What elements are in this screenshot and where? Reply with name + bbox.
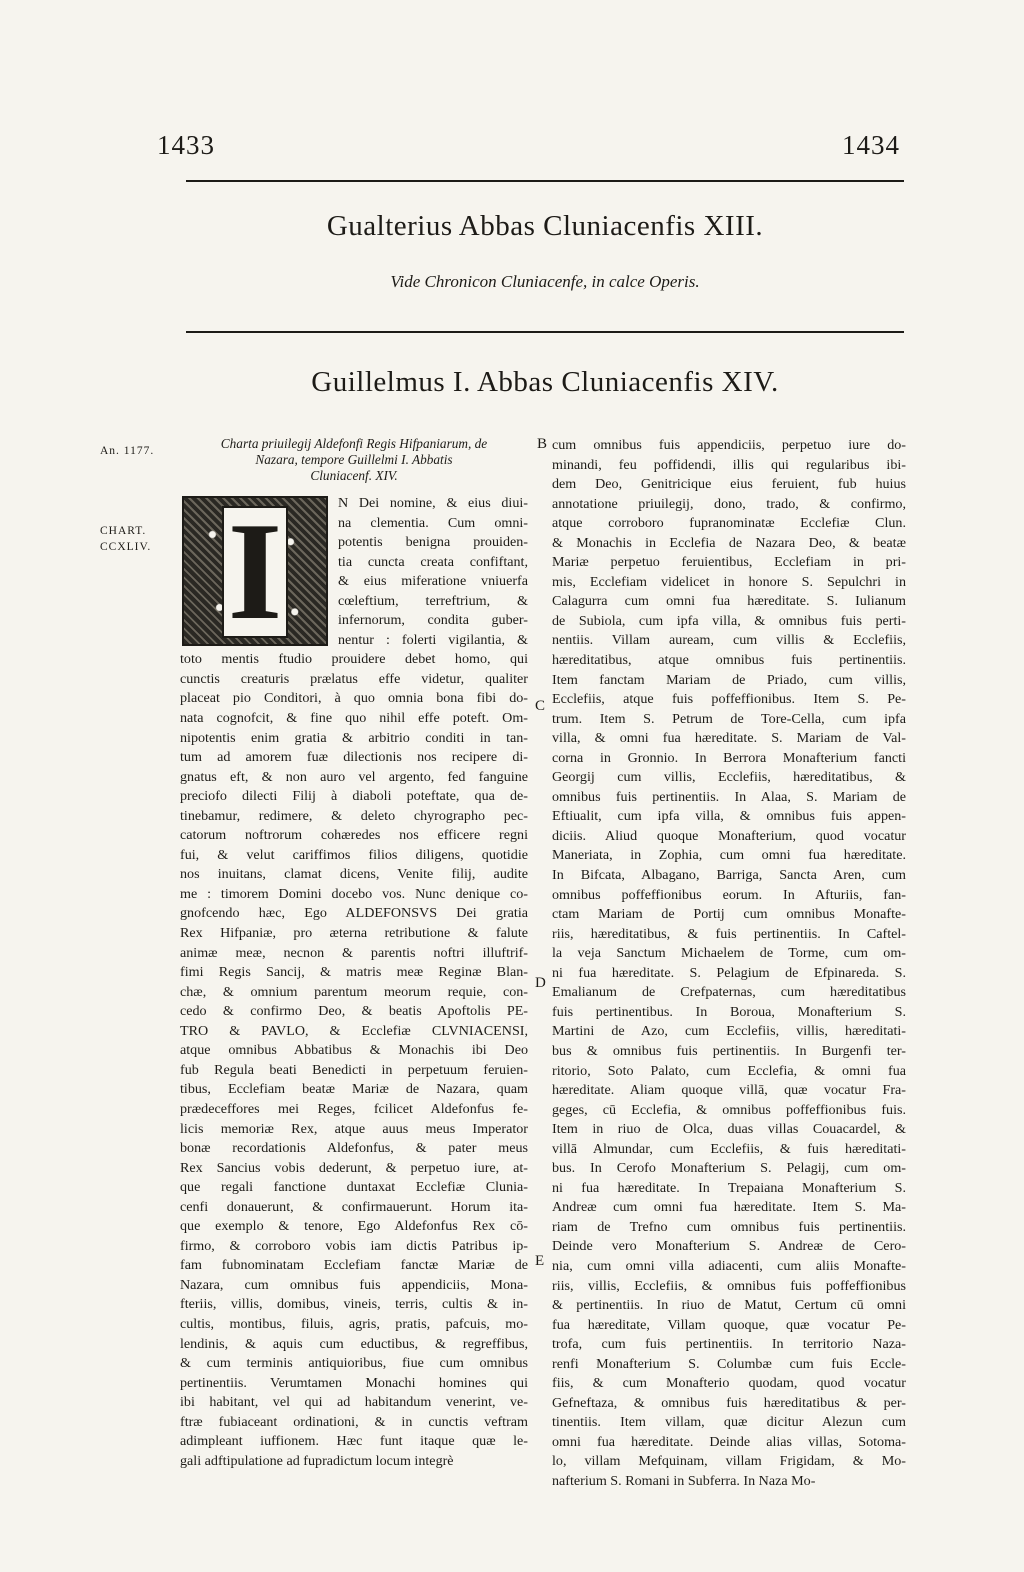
- text-line: tinentiis. Item villam, quæ dicitur Alezun cum: [552, 1414, 906, 1431]
- text-line: que regali fanctione duntaxat Ecclefiæ Clunia-: [180, 1179, 528, 1196]
- text-line: ftræ fubiaceant ordinationi, & in cunctis veftram: [180, 1413, 528, 1430]
- text-line: tia cuncta creata confiftant,: [338, 553, 528, 570]
- text-line: fimi Regis Sancij, & matris meæ Reginæ Blan-: [180, 964, 528, 981]
- text-line: atque corroboro fupranominatæ Ecclefiæ Clun.: [552, 515, 906, 532]
- section-letter-b: B: [537, 436, 548, 452]
- text-line: fub Regula beati Benedicti in perpetuum feruien-: [180, 1061, 528, 1078]
- text-line: omnibus fuis pertinentiis. In Alaa, S. Mariam de: [552, 788, 906, 805]
- dropcap-letter: I: [222, 506, 288, 638]
- text-line: placeat pio Conditori, à quo omnia bona fibi do-: [180, 690, 528, 707]
- text-line: nos inuitans, clamat dicens, Venite filij, audite: [180, 866, 528, 883]
- text-line: de Subiola, cum ipfa villa, & omnibus fuis perti-: [552, 612, 906, 629]
- text-line: Emalianum de Crefpaternas, cum hæreditatibus: [552, 984, 906, 1001]
- margin-note-chart-number: CCXLIV.: [100, 541, 152, 553]
- text-line: firmo, & corroboro vobis iam dictis Patribus ip-: [180, 1237, 528, 1254]
- text-line: mis, Ecclefiam videlicet in honore S. Sepulchri in: [552, 573, 906, 590]
- text-line: me : timorem Domini docebo vos. Nunc denique co-: [180, 885, 528, 902]
- text-line: Rex Sancius vobis dederunt, & perpetuo iure, at-: [180, 1159, 528, 1176]
- text-line: nentur : folerti vigilantia, &: [338, 631, 528, 648]
- text-line: infernorum, condita guber-: [338, 612, 528, 629]
- text-line: bonæ recordationis Aldefonfus, & pater meus: [180, 1140, 528, 1157]
- text-line: chæ, & omnium parentum meorum requie, con-: [180, 983, 528, 1000]
- text-line: N Dei nomine, & eius diui-: [338, 495, 528, 511]
- charter-title-line: Charta priuilegij Aldefonfi Regis Hifpaniarum, de: [220, 436, 488, 451]
- text-line: preciofo dilecti Filij à diaboli poteftate, qua de-: [180, 788, 528, 805]
- text-line: catorum noftrorum cohæredes nos efficere regni: [180, 827, 528, 844]
- text-line: fua hæreditate, Villam quoque, quæ vocatur Pe-: [552, 1316, 906, 1333]
- text-line: villā Almundar, cum Ecclefiis, & fuis hæreditati-: [552, 1140, 906, 1157]
- text-line: & Monachis in Ecclefia de Nazara Deo, & beatæ: [552, 534, 906, 551]
- text-line: trum. Item S. Petrum de Tore-Cella, cum ipfa: [552, 710, 906, 727]
- section-heading-guillelmus: Guillelmus I. Abbas Cluniacenfis XIV.: [311, 366, 779, 398]
- text-line: hæreditate. Aliam quoque villā, quæ vocatur Fra-: [552, 1082, 906, 1099]
- charter-title-line: Cluniacenf. XIV.: [310, 468, 398, 483]
- text-line: pertinentiis. Verumtamen Monachi homines qui: [180, 1374, 528, 1391]
- text-line: ctam Mariam de Portij cum omnibus Monafte-: [552, 906, 906, 923]
- text-line: Georgij cum villis, Ecclefiis, hæreditatibus, &: [552, 769, 906, 786]
- text-line: gali adftipulatione ad fupradictum locum integrè: [180, 1452, 454, 1469]
- text-line: hæreditatibus, atque omnibus fuis pertinentiis.: [552, 652, 906, 669]
- text-line: renfi Monafterium S. Columbæ cum fuis Eccle-: [552, 1355, 906, 1372]
- text-line: omnibus poffeffionibus eorum. In Afturiis, fan-: [552, 886, 906, 903]
- text-line: diciis. Aliud quoque Monafterium, quod vocatur: [552, 827, 906, 844]
- text-line: Item fanctam Mariam de Priado, cum villis,: [552, 671, 906, 688]
- right-column: [552, 436, 906, 1492]
- text-line: gnatus eft, & non auro vel argento, fed fanguine: [180, 768, 528, 785]
- text-line: fuis pertinentibus. In Boroua, Monafterium S.: [552, 1003, 906, 1020]
- text-line: riam de Trefno cum omnibus fuis pertinentiis.: [552, 1218, 906, 1235]
- section-letter-d: D: [535, 975, 546, 991]
- text-line: Nazara, cum omnibus fuis appendiciis, Mona-: [180, 1276, 528, 1293]
- text-line: Item in riuo de Olca, duas villas Couacardel, &: [552, 1121, 906, 1138]
- text-line: riis, villis, Ecclefiis, & omnibus fuis poffeffionibus: [552, 1277, 906, 1294]
- text-line: fteriis, villis, domibus, vineis, terris, cultis & in-: [180, 1296, 528, 1313]
- text-line: Eftiualit, cum ipfa villa, & omnibus fuis appen-: [552, 808, 906, 825]
- text-line: villa, & omni fua hæreditate. S. Mariam de Val-: [552, 730, 906, 747]
- text-line: Andreæ cum omni fua hæreditate. Item S. Ma-: [552, 1199, 906, 1216]
- text-line: cunctis creaturis prælatus effe videtur, qualiter: [180, 670, 528, 687]
- charter-title: [188, 436, 520, 484]
- text-line: tum ad amorem fuæ dilectionis nos recipere di-: [180, 749, 528, 766]
- text-line: annotatione priuilegij, dono, trado, & confirmo,: [552, 495, 906, 512]
- text-line: potentis benigna prouiden-: [338, 534, 528, 551]
- margin-note-chart-label: CHART.: [100, 525, 147, 537]
- text-line: ibi habitant, vel qui ad habitandum venerint, ve-: [180, 1394, 528, 1411]
- margin-note-year: An. 1177.: [100, 445, 155, 457]
- dropcap-ornament: [182, 496, 328, 646]
- text-line: TRO & PAVLO, & Ecclefiæ CLVNIACENSI,: [180, 1022, 528, 1039]
- text-line: ni fua hæreditate. In Trepaiana Monafterium S.: [552, 1179, 906, 1196]
- text-line: Gefneftaza, & omnibus fuis hæreditatibus & per-: [552, 1394, 906, 1411]
- text-line: nia, cum omni villa adiacenti, cum aliis Monafte-: [552, 1257, 906, 1274]
- text-line: riis, hæreditatibus, & fuis pertinentiis. In Caftel-: [552, 925, 906, 942]
- text-line: lo, villam Mefquinam, villam Frigidam, & Mo-: [552, 1453, 906, 1470]
- text-line: ni fua hæreditate. S. Pelagium de Efpinareda. S.: [552, 964, 906, 981]
- top-rule: [186, 180, 904, 182]
- text-line: adimpleant iuffionem. Hæc funt itaque quæ le-: [180, 1433, 528, 1450]
- text-line: nentiis. Villam auream, cum villis & Ecclefiis,: [552, 632, 906, 649]
- middle-rule: [186, 331, 904, 333]
- section-heading-gualterius: Gualterius Abbas Cluniacenfis XIII.: [326, 210, 764, 242]
- text-line: Rex Hifpaniæ, pro æterna retributione & falute: [180, 925, 528, 942]
- text-line: cenfi donauerunt, & confirmauerunt. Horum ita-: [180, 1198, 528, 1215]
- charter-title-line: Nazara, tempore Guillelmi I. Abbatis: [255, 452, 453, 467]
- text-line: animæ meæ, necnon & parentis noftri illuftrif-: [180, 944, 528, 961]
- text-line: fiis, & cum Monafterio quodam, quod vocatur: [552, 1375, 906, 1392]
- text-line: ritorio, Soto Palato, cum Ecclefia, & omni fua: [552, 1062, 906, 1079]
- text-line: bus & omnibus fuis pertinentiis. In Burgenfi ter-: [552, 1042, 906, 1059]
- section-letter-c: C: [535, 698, 546, 714]
- text-line: cedo & confirmo Deo, & beatis Apoftolis PE-: [180, 1003, 528, 1020]
- text-line: Mariæ perpetuo feruientibus, Ecclefiam in pri-: [552, 554, 906, 571]
- text-line: fam fubnominatam Ecclefiam fanctæ Mariæ de: [180, 1257, 528, 1274]
- text-line: omni fua hæreditate. Deinde alias villas, Sotoma-: [552, 1433, 906, 1450]
- section-subtitle: Vide Chronicon Cluniacenfe, in calce Operis.: [390, 272, 700, 291]
- text-line: Martini de Azo, cum Ecclefiis, villis, hæreditati-: [552, 1023, 906, 1040]
- text-line: Maneriata, in Zophia, cum omni fua hæreditate.: [552, 847, 906, 864]
- text-line: minandi, feu poffidendi, illis qui regularibus ibi-: [552, 456, 906, 473]
- right-column-text: [552, 436, 906, 1492]
- text-line: dem Deo, Genitricique eius feruient, fub huius: [552, 476, 906, 493]
- left-column: [180, 436, 528, 1471]
- text-line: & pertinentiis. In riuo de Matut, Certum cū omni: [552, 1297, 906, 1314]
- text-line: lendinis, & aquis cum eductibus, & regreffibus,: [180, 1335, 528, 1352]
- text-line: & eius miferatione vniuerfa: [338, 573, 528, 590]
- section-letter-e: E: [535, 1253, 545, 1269]
- text-line: & cum terminis antiquioribus, fiue cum omnibus: [180, 1355, 528, 1372]
- text-line: la veja Sanctum Michaelem de Torme, cum om-: [552, 945, 906, 962]
- text-line: atque omnibus Abbatibus & Monachis ibi Deo: [180, 1042, 528, 1059]
- text-line: licis memoriæ Rex, atque auus meus Imperator: [180, 1120, 528, 1137]
- text-line: geges, cū Ecclefia, & omnibus poffeffionibus fuis.: [552, 1101, 906, 1118]
- margin-note-chart: [100, 523, 151, 555]
- text-line: tinebamur, redimere, & deleto chyrographo pec-: [180, 807, 528, 824]
- text-line: nipotentis enim gratia & arbitrio conditi in tan-: [180, 729, 528, 746]
- text-line: Ecclefiis, atque fuis poffeffionibus. Item S. Pe-: [552, 691, 906, 708]
- text-line: Calagurra cum omni fua hæreditate. S. Iulianum: [552, 593, 906, 610]
- text-line: fui, & velut cariffimos filios diligens, quotidie: [180, 846, 528, 863]
- text-line: cultis, montibus, filuis, agris, pratis, pafcuis, mo-: [180, 1315, 528, 1332]
- text-line: gnofcendo hæc, Ego ALDEFONSVS Dei gratia: [180, 905, 528, 922]
- text-line: corna in Gronnio. In Berrora Monafterium fancti: [552, 749, 906, 766]
- text-line: na clementia. Cum omni-: [338, 514, 528, 531]
- text-line: cum omnibus fuis appendiciis, perpetuo iure do-: [552, 437, 906, 453]
- page-number-left: 1433: [157, 130, 215, 160]
- text-line: prædeceffores mei Reges, fcilicet Aldefonfus fe-: [180, 1100, 528, 1117]
- page-number-right: 1434: [842, 130, 900, 160]
- text-line: toto mentis ftudio prouidere debet homo, qui: [180, 651, 528, 668]
- text-line: Deinde vero Monafterium S. Andreæ de Cero-: [552, 1238, 906, 1255]
- text-line: In Bifcata, Albagano, Barriga, Sancta Aren, cum: [552, 867, 906, 884]
- text-line: bus. In Cerofo Monafterium S. Pelagij, cum om-: [552, 1160, 906, 1177]
- text-line: nata cognofcit, & fine quo nihil effe poteft. Om-: [180, 710, 528, 727]
- text-line: que exemplo & tenore, Ego Aldefonfus Rex cō-: [180, 1218, 528, 1235]
- text-line: tibus, Ecclefiam beatæ Mariæ de Nazara, quam: [180, 1081, 528, 1098]
- text-line: cœleftium, terreftrium, &: [338, 592, 528, 609]
- text-line: trofa, cum fuis pertinentiis. In territorio Naza-: [552, 1336, 906, 1353]
- text-line: nafterium S. Romani in Subferra. In Naza Mo-: [552, 1472, 816, 1489]
